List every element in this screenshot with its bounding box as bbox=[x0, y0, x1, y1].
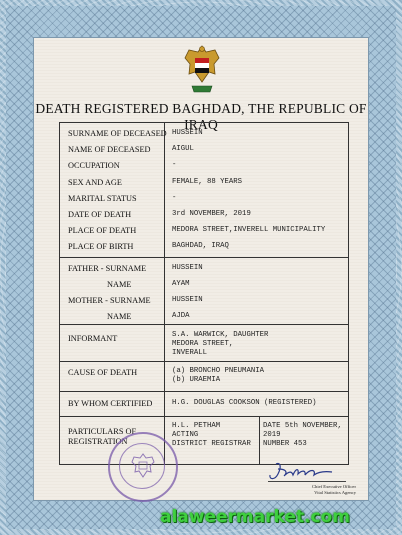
cause-of-death-value: (a) BRONCHO PNEUMANIA (b) URAEMIA bbox=[172, 367, 264, 384]
certified-by-label: BY WHOM CERTIFIED bbox=[68, 399, 153, 408]
certificate-table bbox=[59, 122, 349, 465]
field-label-date-of-death: DATE OF DEATH bbox=[68, 210, 132, 219]
field-label-marital-status: MARITAL STATUS bbox=[68, 194, 137, 203]
field-value-surname: HUSSEIN bbox=[172, 129, 203, 137]
field-value-date-of-death: 3rd NOVEMBER, 2019 bbox=[172, 210, 251, 218]
registration-label: PARTICULARS OF REGISTRATION bbox=[68, 427, 137, 446]
registrar-value: H.L. PETHAM ACTING DISTRICT REGISTRAR bbox=[172, 422, 251, 448]
registration-date-value: DATE 5th NOVEMBER, 2019 NUMBER 453 bbox=[263, 422, 342, 448]
father-name-label: NAME bbox=[107, 280, 132, 289]
signature-line bbox=[268, 481, 346, 482]
mother-name-value: AJDA bbox=[172, 312, 190, 320]
official-stamp bbox=[108, 432, 178, 502]
field-label-name: NAME OF DECEASED bbox=[68, 145, 151, 154]
section-divider bbox=[60, 391, 348, 392]
field-value-sex-age: FEMALE, 88 YEARS bbox=[172, 178, 243, 186]
field-label-place-of-birth: PLACE OF BIRTH bbox=[68, 242, 134, 251]
field-value-name: AIGUL bbox=[172, 145, 194, 153]
field-label-place-of-death: PLACE OF DEATH bbox=[68, 226, 137, 235]
field-label-occupation: OCCUPATION bbox=[68, 161, 120, 170]
section-divider bbox=[60, 361, 348, 362]
father-surname-value: HUSSEIN bbox=[172, 264, 203, 272]
field-value-occupation: - bbox=[172, 161, 177, 169]
mother-name-label: NAME bbox=[107, 312, 132, 321]
cause-of-death-label: CAUSE OF DEATH bbox=[68, 368, 138, 377]
document-title: DEATH REGISTERED BAGHDAD, THE REPUBLIC OF IRAQ bbox=[35, 101, 367, 132]
father-surname-label: FATHER - SURNAME bbox=[68, 264, 147, 273]
field-value-place-of-birth: BAGHDAD, IRAQ bbox=[172, 242, 229, 250]
column-divider bbox=[164, 123, 165, 464]
informant-value: S.A. WARWICK, DAUGHTER MEDORA STREET, INVERALL bbox=[172, 331, 269, 357]
mother-surname-label: MOTHER - SURNAME bbox=[68, 296, 151, 305]
informant-label: INFORMANT bbox=[68, 334, 118, 343]
mother-surname-value: HUSSEIN bbox=[172, 296, 203, 304]
signature-caption: Chief Executive Officer Vital Statistics Agency bbox=[311, 484, 356, 495]
field-value-marital-status: - bbox=[172, 194, 177, 202]
field-value-place-of-death: MEDORA STREET,INVERELL MUNICIPALITY bbox=[172, 226, 326, 234]
section-divider bbox=[60, 324, 348, 325]
field-label-surname: SURNAME OF DECEASED bbox=[68, 129, 167, 138]
stamp-eagle-icon bbox=[130, 452, 156, 480]
watermark-text: alaweermarket.com bbox=[160, 507, 350, 527]
certified-by-value: H.G. DOUGLAS COOKSON (REGISTERED) bbox=[172, 399, 317, 407]
iraq-eagle-emblem-icon bbox=[181, 42, 223, 96]
registration-divider bbox=[259, 416, 260, 464]
section-divider bbox=[60, 257, 348, 258]
section-divider bbox=[60, 416, 348, 417]
field-label-sex-age: SEX AND AGE bbox=[68, 178, 122, 187]
father-name-value: AYAM bbox=[172, 280, 190, 288]
